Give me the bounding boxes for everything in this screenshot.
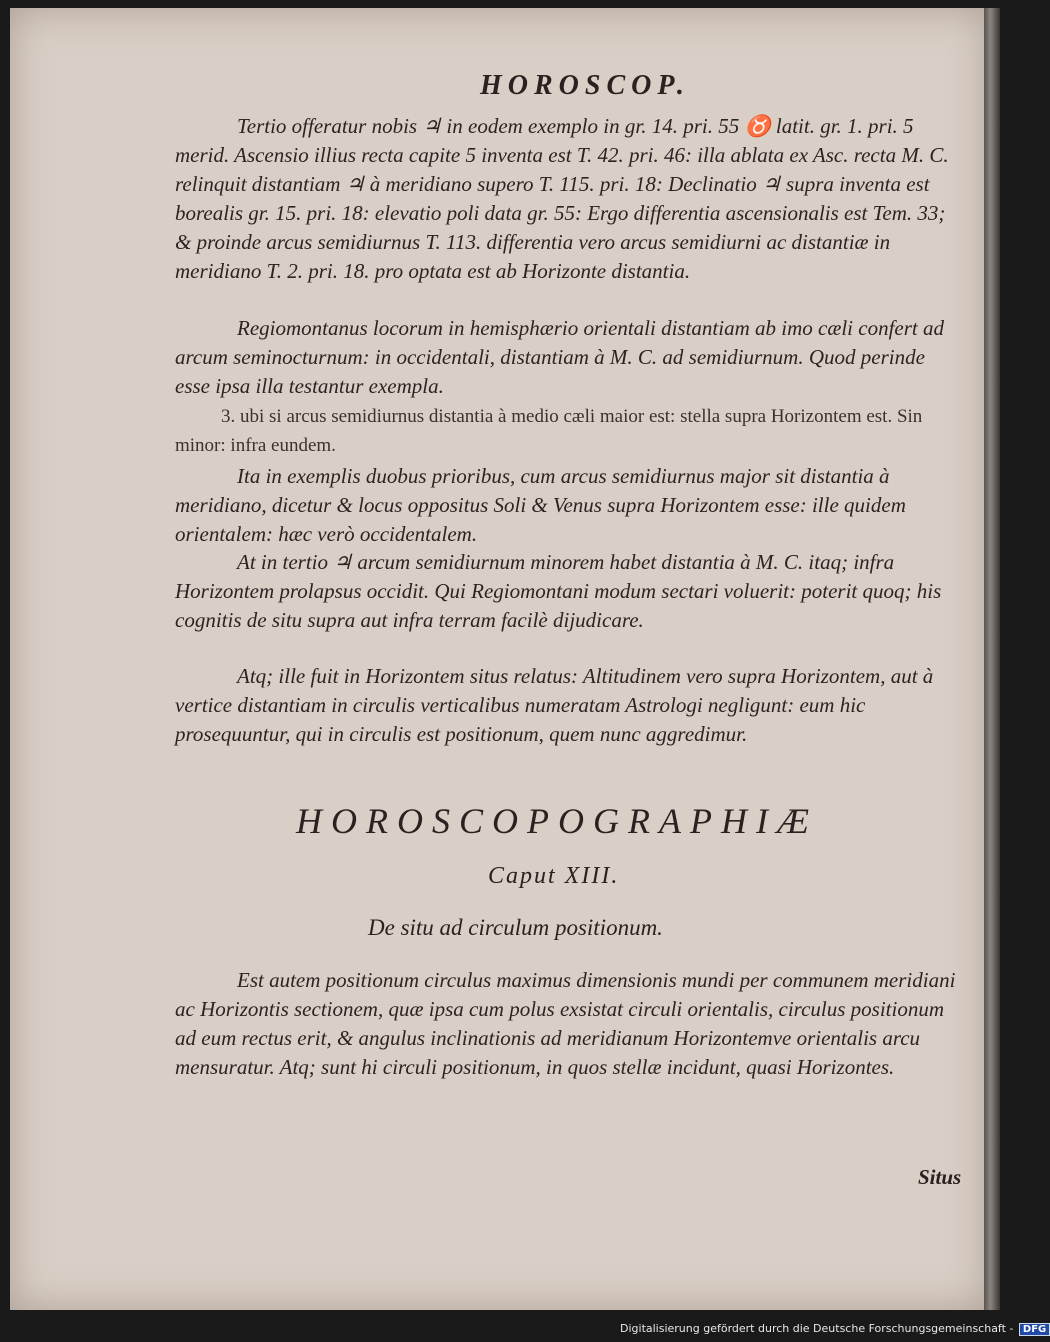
paragraph-2: Regiomontanus locorum in hemisphærio orientali distantiam ab imo cæli confert ad arcum seminocturnum: in occidentali, distantiam à M. C. ad semidiurnum. Quod perinde esse ipsa illa testantur exempla. bbox=[175, 316, 944, 398]
dfg-logo: DFG bbox=[1019, 1323, 1050, 1336]
paragraph-5: At in tertio ♃ arcum semidiurnum minorem habet distantia à M. C. itaq; infra Horizontem prolapsus occidit. Qui Regiomontani modum sectari voluerit: poterit quoq; his cognitis de situ supra aut infra terram facilè dijudicare. bbox=[175, 550, 942, 632]
chapter-subtitle: De situ ad circulum positionum. bbox=[368, 915, 663, 940]
footer-text: Digitalisierung gefördert durch die Deutsche Forschungsgemeinschaft - bbox=[620, 1322, 1014, 1335]
paragraph-3: 3. ubi si arcus semidiurnus distantia à medio cæli maior est: stella supra Horizontem est. Sin minor: infra eundem. bbox=[175, 406, 923, 456]
running-head: HOROSCOP. bbox=[480, 70, 690, 101]
section-title: HOROSCOPOGRAPHIÆ bbox=[296, 801, 818, 841]
paragraph-4: Ita in exemplis duobus prioribus, cum arcus semidiurnus major sit distantia à meridiano, dicetur & locus oppositus Soli & Venus supra Horizontem esse: ille quidem orientalem: hæc verò occidentalem. bbox=[175, 464, 906, 546]
chapter-paragraph: Est autem positionum circulus maximus dimensionis mundi per communem meridiani ac Horizontis sectionem, quæ ipsa cum polus exsistat circuli orientalis, circulus positionum ad eum rectus erit, & angulus inclinationis ad meridianum Horizontemve orientalis arcu mensuratur. Atq; sunt hi circuli positionum, in quos stellæ incidunt, quasi Horizontes. bbox=[175, 968, 956, 1079]
chapter-heading: Caput XIII. bbox=[488, 863, 620, 889]
catchword: Situs bbox=[918, 1165, 962, 1189]
paragraph-1: Tertio offeratur nobis ♃ in eodem exemplo in gr. 14. pri. 55 ♉ latit. gr. 1. pri. 5 merid. Ascensio illius recta capite 5 inventa est T. 42. pri. 46: illa ablata ex Asc. recta M. C. relinquit distantiam ♃ à meridiano supero T. 115. pri. 18: Declinatio ♃ supra inventa est borealis gr. 15. pri. 18: elevatio poli data gr. 55: Ergo differentia ascensionalis est Tem. 33; & proinde arcus semidiurnus T. 113. differentia vero arcus semidiurni ac distantiæ in meridiano T. 2. pri. 18. pro optata est ab Horizonte distantia. bbox=[175, 114, 949, 283]
page-edge bbox=[984, 8, 1000, 1310]
digitization-footer bbox=[620, 1322, 1047, 1336]
paragraph-6: Atq; ille fuit in Horizontem situs relatus: Altitudinem vero supra Horizontem, aut à vertice distantiam in circulis verticalibus numeratam Astrologi negligunt: eum hic prosequuntur, qui in circulis est positionum, quem nunc aggredimur. bbox=[175, 664, 934, 746]
